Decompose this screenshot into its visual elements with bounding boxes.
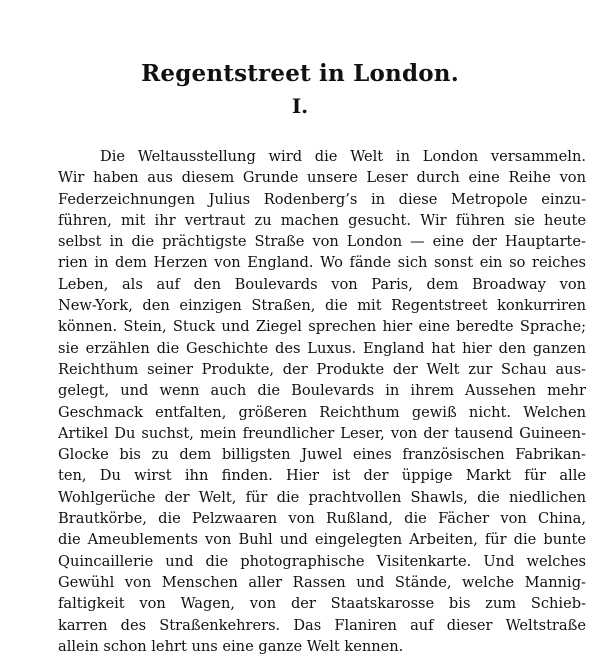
text-line: Gewühl von Menschen aller Rassen und Stände, welche Mannig- [58, 573, 586, 591]
text-line: Leben, als auf den Boulevards von Paris, dem Broadway von [58, 275, 586, 293]
text-line: selbst in die prächtigste Straße von London — eine der Hauptarte- [58, 233, 586, 251]
section-number: I. [291, 94, 309, 118]
text-line: rien in dem Herzen von England. Wo fände sich sonst ein so reiches [58, 254, 586, 272]
text-line: Quincaillerie und die photographische Visitenkarte. Und welches [58, 552, 586, 570]
text-line: Federzeichnungen Julius Rodenberg’s in diese Metropole einzu- [58, 190, 586, 208]
text-line: führen, mit ihr vertraut zu machen gesucht. Wir führen sie heute [58, 211, 586, 229]
text-line: sie erzählen die Geschichte des Luxus. England hat hier den ganzen [58, 339, 586, 357]
article-body [58, 146, 586, 657]
text-line: allein schon lehrt uns eine ganze Welt kennen. [58, 637, 404, 655]
text-line: Glocke bis zu dem billigsten Juwel eines französischen Fabrikan- [58, 446, 586, 464]
text-line: Wohlgerüche der Welt, für die prachtvollen Shawls, die niedlichen [58, 488, 586, 506]
text-line: Die Weltausstellung wird die Welt in London versammeln. [100, 148, 586, 165]
text-line: New-York, den einzigen Straßen, die mit Regentstreet konkurriren [58, 297, 586, 315]
text-line: gelegt, und wenn auch die Boulevards in ihrem Aussehen mehr [58, 382, 586, 400]
text-line: können. Stein, Stuck und Ziegel sprechen hier eine beredte Sprache; [58, 318, 586, 336]
text-line: Brautkörbe, die Pelzwaaren von Rußland, die Fächer von China, [58, 510, 586, 528]
text-line: Reichthum seiner Produkte, der Produkte der Welt zur Schau aus- [58, 360, 586, 378]
text-line: die Ameublements von Buhl und eingelegten Arbeiten, für die bunte [58, 531, 586, 549]
article-title: Regentstreet in London. [141, 60, 459, 87]
text-line: Artikel Du suchst, mein freundlicher Leser, von der tausend Guineen- [58, 424, 586, 442]
text-line: faltigkeit von Wagen, von der Staatskarosse bis zum Schieb- [58, 595, 586, 613]
text-line: karren des Straßenkehrers. Das Flaniren auf dieser Weltstraße [58, 616, 586, 634]
text-line: Wir haben aus diesem Grunde unsere Leser durch eine Reihe von [58, 169, 586, 187]
text-line: Geschmack entfalten, größeren Reichthum gewiß nicht. Welchen [58, 403, 586, 421]
text-line: ten, Du wirst ihn finden. Hier ist der üppige Markt für alle [58, 467, 586, 485]
